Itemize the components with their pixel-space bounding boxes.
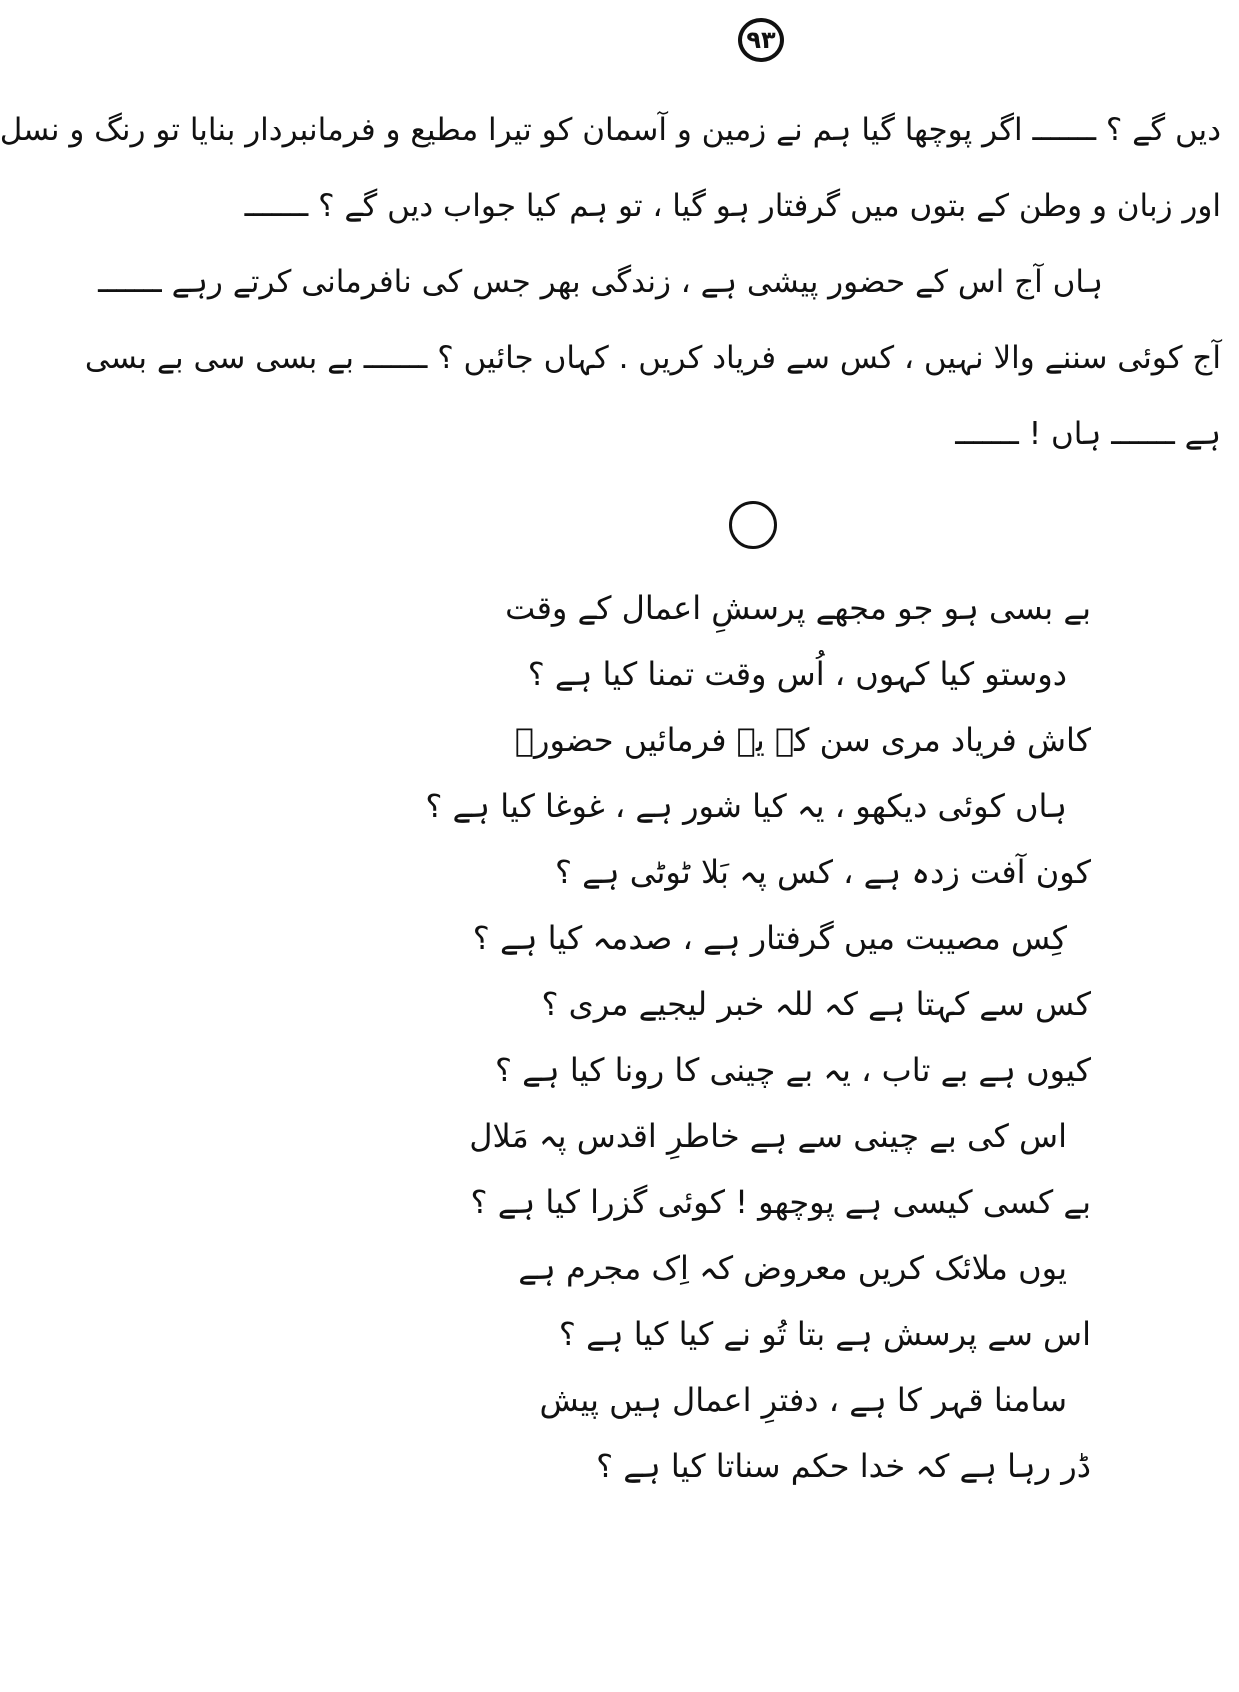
poem-verse: بے کسی کیسی ہے پوچھو ! کوئی گزرا کیا ہے ؟ [470,1183,1091,1221]
poem-verse: یوں ملائک کریں معروض کہ اِک مجرم ہے [518,1249,1067,1287]
poem-verse: کِس مصیبت میں گرفتار ہے ، صدمہ کیا ہے ؟ [472,919,1067,957]
poem-verse: ہاں کوئی دیکھو ، یہ کیا شور ہے ، غوغا کیا ہے ؟ [425,787,1067,825]
prose-line: ہاں آج اس کے حضور پیشی ہے ، زندگی بھر جس کی نافرمانی کرتے رہے ـــــــ [98,264,1103,300]
prose-line: آج کوئی سننے والا نہیں ، کس سے فریاد کریں . کہاں جائیں ؟ ـــــــ بے بسی سی بے بسی [84,340,1221,376]
prose-line: دیں گے ؟ ـــــــ اگر پوچھا گیا ہم نے زمین و آسمان کو تیرا مطیع و فرمانبردار بنایا تو رنگ و نسل [0,112,1221,148]
poem-verse: اس سے پرسش ہے بتا تُو نے کیا کیا ہے ؟ [558,1315,1091,1353]
poem-verse: بے بسی ہو جو مجھے پرسشِ اعمال کے وقت [505,589,1091,627]
poem-verse: کیوں ہے بے تاب ، یہ بے چینی کا رونا کیا ہے ؟ [495,1051,1091,1089]
section-divider-circle [729,501,777,549]
poem [279,575,1239,1499]
poem-verse: سامنا قہر کا ہے ، دفترِ اعمال ہیں پیش [539,1381,1067,1419]
poem-verse: اس کی بے چینی سے ہے خاطرِ اقدس پہ مَلال [469,1117,1067,1155]
poem-verse: کون آفت زدہ ہے ، کس پہ بَلا ٹوٹی ہے ؟ [554,853,1091,891]
prose-line: اور زبان و وطن کے بتوں میں گرفتار ہو گیا ، تو ہم کیا جواب دیں گے ؟ ـــــــ [244,188,1221,224]
prose-block [0,92,1221,472]
poem-verse: ڈر رہا ہے کہ خدا حکم سناتا کیا ہے ؟ [596,1447,1091,1485]
poem-verse: کس سے کہتا ہے کہ للہ خبر لیجیے مری ؟ [541,985,1091,1023]
page-number: ۹۳ [738,18,784,62]
prose-line: ہے ـــــــ ہاں ! ـــــــ [955,416,1221,452]
poem-verse: کاش فریاد مری سن کے یہ فرمائیں حضورؐ [514,721,1091,759]
poem-verse: دوستو کیا کہوں ، اُس وقت تمنا کیا ہے ؟ [527,655,1067,693]
